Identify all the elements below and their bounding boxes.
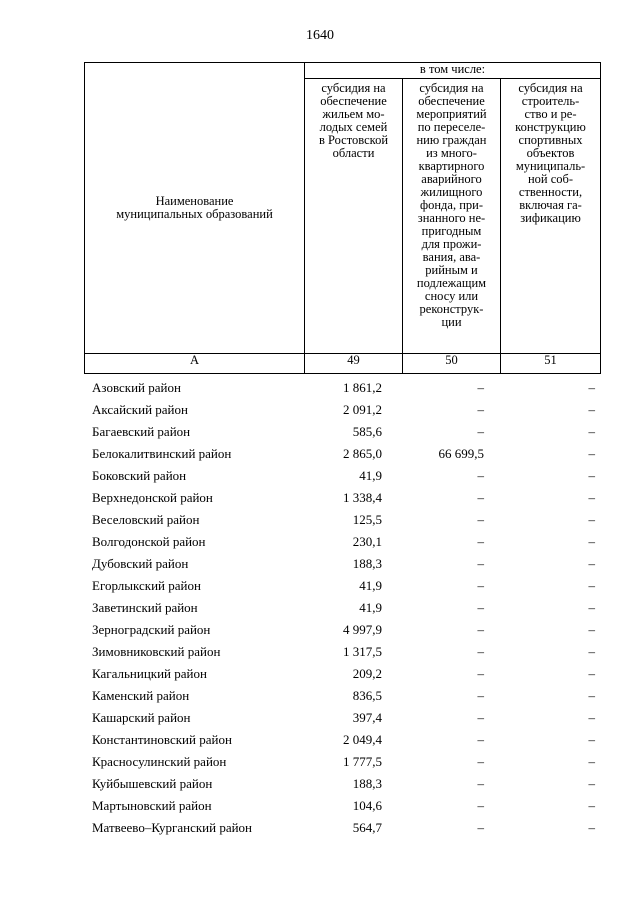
header-line: ственности, xyxy=(518,185,583,199)
value-col-50: – xyxy=(477,468,484,483)
value-col-49: 188,3 xyxy=(352,776,382,791)
table-row xyxy=(84,663,600,685)
header-line: жилищного xyxy=(420,185,483,199)
value-col-51: – xyxy=(588,578,595,593)
table-row xyxy=(84,773,600,795)
header-line: зификацию xyxy=(520,211,581,225)
header-line: субсидия на xyxy=(321,81,386,95)
header-line: субсидия на xyxy=(419,81,484,95)
value-col-51: – xyxy=(588,380,595,395)
value-col-49: 397,4 xyxy=(352,710,382,725)
header-line: аварийного xyxy=(421,172,482,186)
value-col-51: – xyxy=(588,402,595,417)
municipality-name: Аксайский район xyxy=(92,402,188,417)
municipality-name: Кагальницкий район xyxy=(92,666,207,681)
value-col-50: – xyxy=(477,380,484,395)
page-number: 1640 xyxy=(306,28,334,43)
municipality-name: Матвеево–Курганский район xyxy=(92,820,253,835)
value-col-49: 564,7 xyxy=(352,820,382,835)
table-row xyxy=(84,487,600,509)
header-line: реконструк- xyxy=(419,302,484,316)
value-col-50: – xyxy=(477,534,484,549)
header-line: области xyxy=(332,146,375,160)
value-col-49: 230,1 xyxy=(352,534,382,549)
col50-text xyxy=(403,79,500,329)
value-col-49: 4 997,9 xyxy=(343,622,382,637)
value-col-49: 836,5 xyxy=(352,688,382,703)
table-row xyxy=(84,399,600,421)
table-row xyxy=(84,619,600,641)
table-row xyxy=(84,751,600,773)
value-col-49: 41,9 xyxy=(359,600,382,615)
header-line: ной соб- xyxy=(527,172,574,186)
column-49-header xyxy=(305,79,403,354)
value-col-51: – xyxy=(588,512,595,527)
value-col-49: 41,9 xyxy=(359,468,382,483)
value-col-50: – xyxy=(477,710,484,725)
value-col-49: 188,3 xyxy=(352,556,382,571)
value-col-51: – xyxy=(588,798,595,813)
value-col-50: – xyxy=(477,798,484,813)
value-col-50: – xyxy=(477,556,484,571)
header-line: Наименование xyxy=(155,194,234,208)
value-col-49: 1 317,5 xyxy=(343,644,382,659)
municipality-name: Азовский район xyxy=(92,380,181,395)
value-col-49: 125,5 xyxy=(352,512,382,527)
municipality-name: Верхнедонской район xyxy=(92,490,213,505)
header-line: по переселе- xyxy=(417,120,486,134)
value-col-51: – xyxy=(588,688,595,703)
header-line: ции xyxy=(441,315,462,329)
municipality-name: Зерноградский район xyxy=(92,622,211,637)
header-line: сносу или xyxy=(424,289,479,303)
table-row xyxy=(84,531,600,553)
value-col-49: 2 865,0 xyxy=(343,446,382,461)
table-row xyxy=(84,707,600,729)
column-50-header xyxy=(403,79,501,354)
municipality-name: Красносулинский район xyxy=(92,754,227,769)
value-col-49: 1 338,4 xyxy=(343,490,382,505)
municipality-name: Белокалитвинский район xyxy=(92,446,232,461)
value-col-51: – xyxy=(588,556,595,571)
value-col-51: – xyxy=(588,820,595,835)
table-row xyxy=(84,443,600,465)
header-line: подлежащим xyxy=(416,276,487,290)
table-row xyxy=(84,421,600,443)
value-col-50: – xyxy=(477,578,484,593)
value-col-50: – xyxy=(477,776,484,791)
value-col-49: 585,6 xyxy=(352,424,382,439)
municipality-name: Каменский район xyxy=(92,688,190,703)
value-col-51: – xyxy=(588,622,595,637)
col51-text xyxy=(501,79,600,225)
header-line: субсидия на xyxy=(518,81,583,95)
header-line: для прожи- xyxy=(421,237,482,251)
value-col-51: – xyxy=(588,754,595,769)
value-col-51: – xyxy=(588,490,595,505)
header-line: муниципальных образований xyxy=(116,207,273,221)
municipality-name: Заветинский район xyxy=(92,600,198,615)
value-col-50: – xyxy=(477,622,484,637)
value-col-50: – xyxy=(477,600,484,615)
table-row xyxy=(84,641,600,663)
table-row xyxy=(84,553,600,575)
value-col-51: – xyxy=(588,468,595,483)
value-col-51: – xyxy=(588,424,595,439)
value-col-50: – xyxy=(477,732,484,747)
municipality-name: Егорлыкский район xyxy=(92,578,201,593)
column-51-header xyxy=(501,79,601,354)
header-line: ство и ре- xyxy=(524,107,577,121)
table-row xyxy=(84,795,600,817)
value-col-50: – xyxy=(477,688,484,703)
value-col-49: 2 091,2 xyxy=(343,402,382,417)
index-cell-49: 49 xyxy=(305,354,403,374)
value-col-51: – xyxy=(588,732,595,747)
table-row xyxy=(84,685,600,707)
header-line: лодых семей xyxy=(319,120,388,134)
value-col-50: – xyxy=(477,512,484,527)
col49-text xyxy=(305,79,402,160)
municipality-name: Веселовский район xyxy=(92,512,200,527)
value-col-51: – xyxy=(588,666,595,681)
header-line: муниципаль- xyxy=(515,159,586,173)
value-col-49: 2 049,4 xyxy=(343,732,382,747)
municipality-name: Волгодонской район xyxy=(92,534,206,549)
header-line: из много- xyxy=(426,146,477,160)
value-col-51: – xyxy=(588,600,595,615)
table-row xyxy=(84,729,600,751)
index-cell-50: 50 xyxy=(403,354,501,374)
table-row xyxy=(84,465,600,487)
value-col-50: – xyxy=(477,666,484,681)
value-col-49: 1 777,5 xyxy=(343,754,382,769)
including-header: в том числе: xyxy=(305,63,601,79)
header-line: в Ростовской xyxy=(318,133,389,147)
table-header xyxy=(84,62,601,374)
value-col-51: – xyxy=(588,776,595,791)
value-col-50: – xyxy=(477,402,484,417)
header-line: включая га- xyxy=(519,198,582,212)
table-body xyxy=(84,377,600,839)
table-row xyxy=(84,575,600,597)
municipality-name: Куйбышевский район xyxy=(92,776,213,791)
value-col-50: 66 699,5 xyxy=(438,446,484,461)
table-row xyxy=(84,377,600,399)
header-line: мероприятий xyxy=(416,107,487,121)
header-line: обеспечение xyxy=(320,94,387,108)
municipality-name-header xyxy=(85,63,305,354)
value-col-50: – xyxy=(477,424,484,439)
table-row xyxy=(84,817,600,839)
municipality-name: Дубовский район xyxy=(92,556,189,571)
header-line: квартирного xyxy=(418,159,485,173)
header-line: строитель- xyxy=(521,94,580,108)
municipality-name: Константиновский район xyxy=(92,732,232,747)
value-col-49: 41,9 xyxy=(359,578,382,593)
index-cell-a: А xyxy=(85,354,305,374)
municipality-name: Боковский район xyxy=(92,468,187,483)
header-line: объектов xyxy=(526,146,575,160)
value-col-49: 209,2 xyxy=(352,666,382,681)
header-line: нию граждан xyxy=(416,133,487,147)
value-col-49: 1 861,2 xyxy=(343,380,382,395)
header-line: знанного не- xyxy=(417,211,486,225)
municipality-name: Кашарский район xyxy=(92,710,191,725)
municipality-name: Зимовниковский район xyxy=(92,644,221,659)
header-line: жильем мо- xyxy=(322,107,385,121)
header-line: вания, ава- xyxy=(422,250,481,264)
value-col-51: – xyxy=(588,710,595,725)
value-col-50: – xyxy=(477,754,484,769)
table-row xyxy=(84,509,600,531)
value-col-50: – xyxy=(477,644,484,659)
header-line: фонда, при- xyxy=(420,198,483,212)
index-cell-51: 51 xyxy=(501,354,601,374)
header-line: обеспечение xyxy=(418,94,485,108)
table-row xyxy=(84,597,600,619)
municipality-name: Мартыновский район xyxy=(92,798,212,813)
value-col-51: – xyxy=(588,446,595,461)
value-col-50: – xyxy=(477,820,484,835)
header-line: рийным и xyxy=(425,263,478,277)
header-line: конструкцию xyxy=(515,120,586,134)
header-line: спортивных xyxy=(518,133,583,147)
value-col-50: – xyxy=(477,490,484,505)
municipality-name: Багаевский район xyxy=(92,424,191,439)
value-col-51: – xyxy=(588,534,595,549)
value-col-49: 104,6 xyxy=(352,798,382,813)
value-col-51: – xyxy=(588,644,595,659)
header-line: пригодным xyxy=(421,224,482,238)
